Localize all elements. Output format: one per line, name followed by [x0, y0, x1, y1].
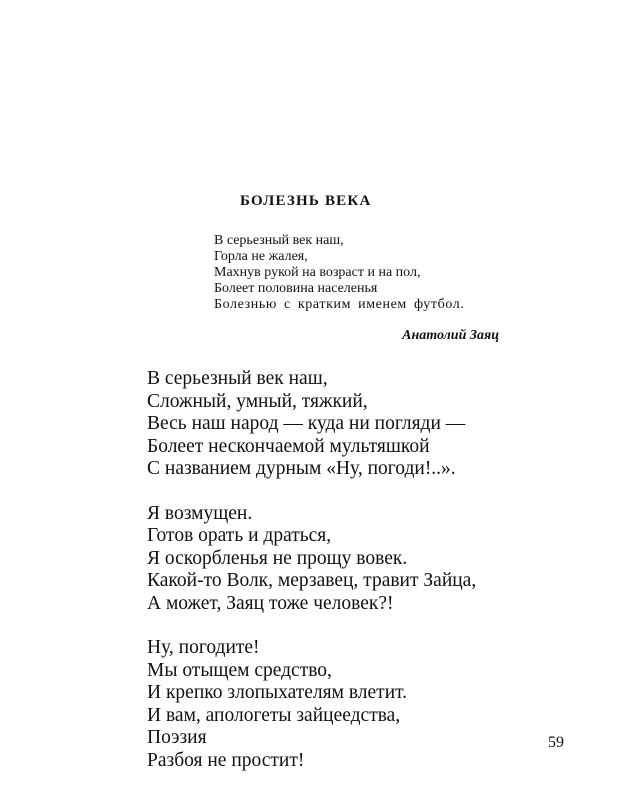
- poem-line: И вам, апологеты зайцеедства,: [147, 704, 401, 726]
- epigraph: [214, 233, 464, 313]
- stanza: [147, 368, 476, 481]
- poem-line: Какой-то Волк, мерзавец, травит Зайца,: [147, 570, 477, 591]
- epigraph-line: Болезнью с кратким именем футбол.: [214, 297, 465, 312]
- poem-line: Я возмущен.: [147, 502, 253, 524]
- poem-line: Разбоя не простит!: [147, 749, 305, 771]
- epigraph-author: Анатолий Заяц: [402, 328, 499, 343]
- poem-line: С названием дурным «Ну, погоди!..».: [147, 458, 456, 479]
- poem-line: Ну, погодите!: [147, 637, 260, 658]
- poem-line: Болеет нескончаемой мультяшкой: [147, 435, 430, 457]
- poem-line: Сложный, умный, тяжкий,: [147, 390, 368, 412]
- poem-line: И крепко злопыхателям влетит.: [147, 682, 408, 703]
- poem-line: В серьезный век наш,: [147, 368, 328, 389]
- stanza: [147, 637, 476, 772]
- poem-line: Поэзия: [147, 727, 207, 748]
- poem-line: Готов орать и драться,: [147, 525, 332, 546]
- poem-line: Мы отыщем средство,: [147, 659, 332, 681]
- epigraph-line: Горла не жалея,: [214, 249, 308, 264]
- poem-line: А может, Заяц тоже человек?!: [147, 592, 394, 614]
- poem-line: Весь наш народ — куда ни погляди —: [147, 413, 466, 434]
- epigraph-line: В серьезный век наш,: [214, 233, 344, 248]
- epigraph-line: Болеет половина населенья: [214, 281, 378, 296]
- poem-line: Я оскорбленья не прощу вовек.: [147, 547, 408, 569]
- page-number: 59: [548, 734, 564, 751]
- poem-title: БОЛЕЗНЬ ВЕКА: [240, 193, 372, 209]
- poem-body: [147, 368, 476, 794]
- epigraph-line: Махнув рукой на возраст и на пол,: [214, 265, 421, 280]
- stanza: [147, 503, 476, 616]
